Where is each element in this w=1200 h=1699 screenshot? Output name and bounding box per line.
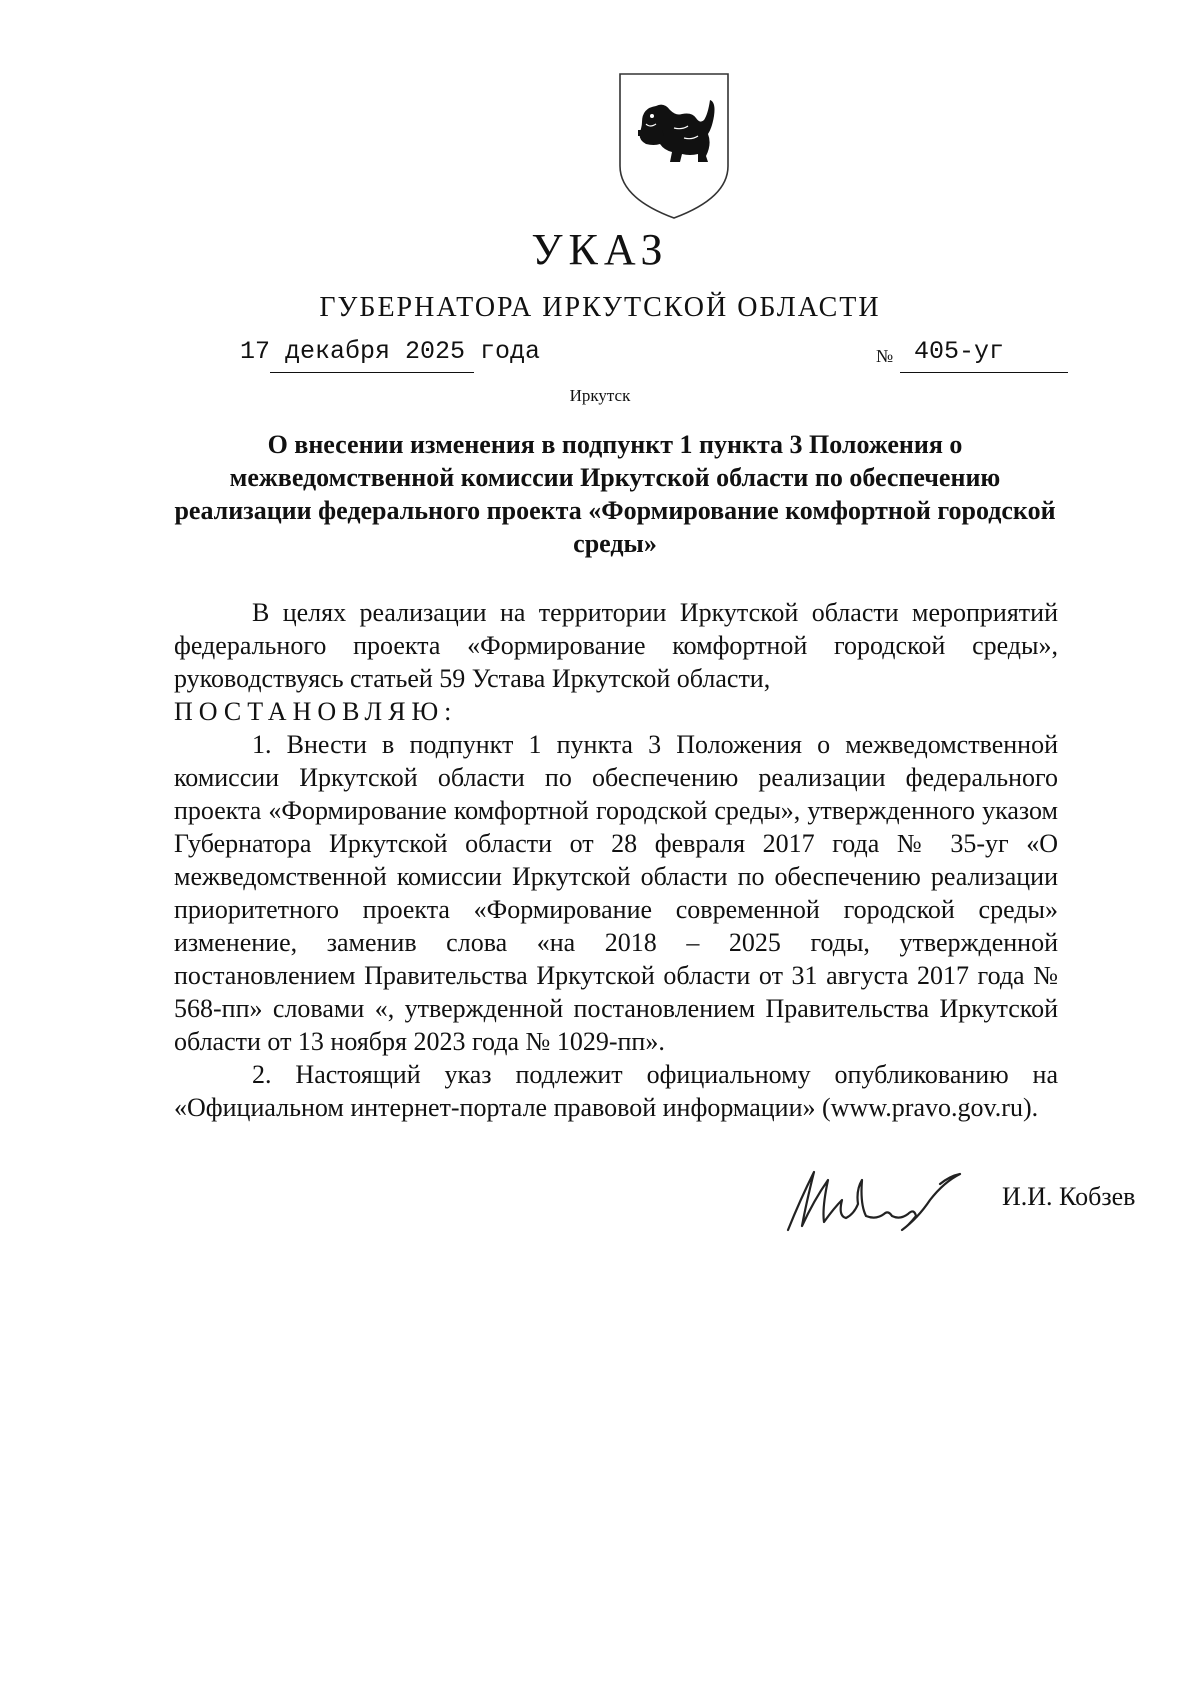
number-underline [900,372,1068,373]
decree-number: 405-уг [914,337,1005,366]
decree-preamble: В целях реализации на территории Иркутской области мероприятий федерального проекта «Формирование комфортной городской среды», руководствуясь статьей 59 Устава Иркутской области, [174,598,1058,693]
signer-name: И.И. Кобзев [1002,1182,1136,1211]
date-underline [270,372,474,373]
decree-city: Иркутск [569,386,631,405]
decree-item-1: 1. Внести в подпункт 1 пункта 3 Положения о межведомственной комиссии Иркутской области по обеспечению реализации федерального проекта «Формирование комфортной городской среды», утвержденного указом Губернатора Иркутской области от 28 февраля 2017 года № 35-уг «О межведомственной комиссии Иркутской области по обеспечению реализации приоритетного проекта «Формирование современной городской среды» изменение, заменив слова «на 2018 – 2025 годы, утвержденной постановлением Правительства Иркутской области от 31 августа 2017 года № 568-пп» словами «, утвержденной постановлением Правительства Иркутской области от 13 ноября 2023 года № 1029-пп». [174,730,1058,1056]
decree-item-2: 2. Настоящий указ подлежит официальному опубликованию на «Официальном интернет-портале правовой информации» (www.pravo.gov.ru). [174,1060,1058,1122]
document-title: УКАЗ [531,225,669,274]
decree-body [174,596,1058,1124]
decree-number-label: № [876,346,894,366]
document-subtitle: ГУБЕРНАТОРА ИРКУТСКОЙ ОБЛАСТИ [319,292,881,323]
decree-resolve-word: ПОСТАНОВЛЯЮ: [174,697,458,726]
handwritten-signature-icon [780,1160,980,1240]
decree-heading: О внесении изменения в подпункт 1 пункта 3 Положения о межведомственной комиссии Иркутской области по обеспечению реализации федерального проекта «Формирование комфортной городской среды» [174,430,1056,558]
coat-of-arms-icon [612,70,736,222]
decree-date: 17 декабря 2025 года [240,337,541,366]
